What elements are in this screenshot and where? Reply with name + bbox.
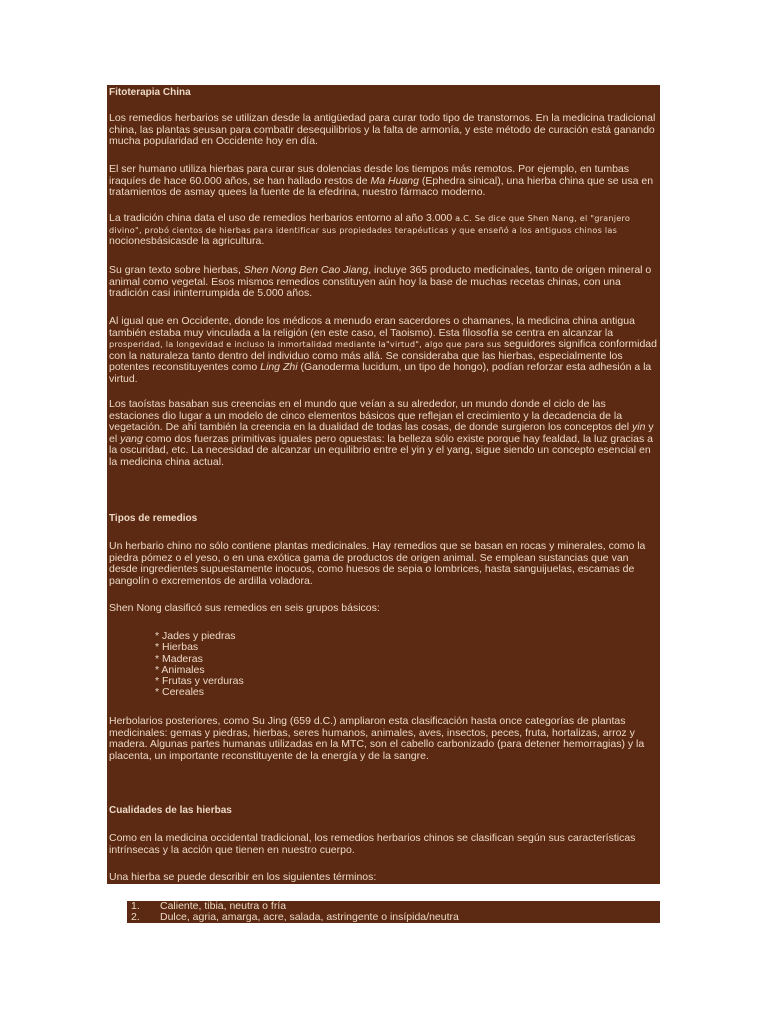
list-number: 1. bbox=[131, 900, 140, 912]
heading-cualidades: Cualidades de las hierbas bbox=[109, 805, 232, 816]
list-item: * Maderas bbox=[155, 652, 203, 665]
list-item: * Hierbas bbox=[155, 641, 199, 654]
list-item: * Frutas y verduras bbox=[155, 675, 244, 688]
paragraph-terminos: Una hierba se puede describir en los siguientes términos: bbox=[109, 871, 377, 883]
page-title: Fitoterapia China bbox=[109, 87, 191, 98]
list-item: * Animales bbox=[155, 663, 205, 676]
paragraph-shen-nong-groups: Shen Nong clasificó sus remedios en seis grupos básicos: bbox=[109, 602, 380, 614]
paragraph-su-jing: Herbolarios posteriores, como Su Jing (659 d.C.) ampliaron esta clasificación hasta once categorías de plantas medicinales: gemas y piedras, hierbas, seres humanos, animales, aves, insectos, peces, fruta, hortalizas, arroz y madera. Algunas partes humanas utilizadas en la MTC, son el cabello carbonizado (para detener hemorragias) y la placenta, un importante reconstituyente de la energía y de la sangre. bbox=[109, 715, 645, 762]
list-item: * Cereales bbox=[155, 686, 205, 699]
paragraph-taoism: Los taoístas basaban sus creencias en el mundo que veían a su alrededor, un mundo donde el ciclo de las estaciones dio lugar a un modelo de cinco elementos básicos que reflejan el crecimiento y la decadencia de la vegetación. De ahí también la creencia en la dualidad de todas las cosas, de donde surgieron los conceptos del yin y el yang como dos fuerzas primitivas iguales pero opuestas: la belleza sólo existe porque hay fealdad, la luz gracias a la oscuridad, etc. La necesidad de alcanzar un equilibrio entre el yin y el yang, sigue siendo un concepto esencial en la medicina china actual. bbox=[109, 398, 654, 468]
list-text: Dulce, agria, amarga, acre, salada, astringente o insípida/neutra bbox=[160, 911, 459, 923]
paragraph-shen-nong-text: Su gran texto sobre hierbas, Shen Nong Ben Cao Jiang, incluye 365 producto medicinales, tanto de origen mineral o animal como vegetal. Esos mismos remedios constituyen aún hoy la base de muchas recetas chinas, con una tradición casi ininterrumpida de 5.000 años. bbox=[109, 264, 652, 300]
paragraph-intro: Los remedios herbarios se utilizan desde la antigüedad para curar todo tipo de transtornos. En la medicina tradicional china, las plantas seusan para combatir desequilibrios y la falta de armonía, y este método de curación está ganando mucha popularidad en Occidente hoy en día. bbox=[109, 112, 656, 148]
list-item bbox=[127, 912, 660, 923]
list-item: * Jades y piedras bbox=[155, 630, 236, 642]
groups-list bbox=[155, 631, 244, 699]
heading-tipos-de-remedios: Tipos de remedios bbox=[109, 513, 198, 524]
terms-list bbox=[127, 901, 660, 923]
paragraph-herbario: Un herbario chino no sólo contiene plantas medicinales. Hay remedios que se basan en rocas y minerales, como la piedra pómez o el yeso, o en una exótica gama de productos de origen animal. Se emplean sustancias que van desde ingredientes supuestamente inocuos, como huesos de sepia o lombrices, hasta sanguijuelas, escamas de pangolín o excrementos de ardilla voladora. bbox=[109, 540, 646, 587]
list-number: 2. bbox=[131, 911, 140, 923]
document-panel bbox=[107, 85, 660, 884]
paragraph-cualidades: Como en la medicina occidental tradicional, los remedios herbarios chinos se clasifican según sus características intrínsecas y la acción que tienen en nuestro cuerpo. bbox=[109, 832, 636, 856]
paragraph-history: El ser humano utiliza hierbas para curar sus dolencias desde los tiempos más remotos. Por ejemplo, en tumbas iraquíes de hace 60.000 años, se han hallado restos de Ma Huang (Ephedra sinical), una hierba china que se usa en tratamientos de asmay quees la fuente de la efedrina, nuestro fármaco moderno. bbox=[109, 163, 654, 199]
paragraph-tradition: La tradición china data el uso de remedios herbarios entorno al año 3.000 a.C. Se dice que Shen Nang, el "granjero divino", probó cientos de hierbas para identificar sus propiedades terapéuticas y que enseñó a los antiguos chinos las nocionesbásicasde la agricultura. bbox=[109, 212, 631, 248]
paragraph-religion: Al igual que en Occidente, donde los médicos a menudo eran sacerdores o chamanes, la medicina china antigua también estaba muy vinculada a la religión (en este caso, el Taoismo). Esta filosofía se centra en alcanzar la prosperidad, la longevidad e incluso la inmortalidad mediante la"virtud", algo que para sus seguidores significa conformidad con la naturaleza tanto dentro del individuo como más allá. Se consideraba que las hierbas, especialmente los potentes reconstituyentes como Ling Zhi (Ganoderma lucidum, un tipo de hongo), podían reforzar esta adhesión a la virtud. bbox=[109, 315, 657, 385]
list-text: Caliente, tibia, neutra o fría bbox=[160, 900, 287, 912]
